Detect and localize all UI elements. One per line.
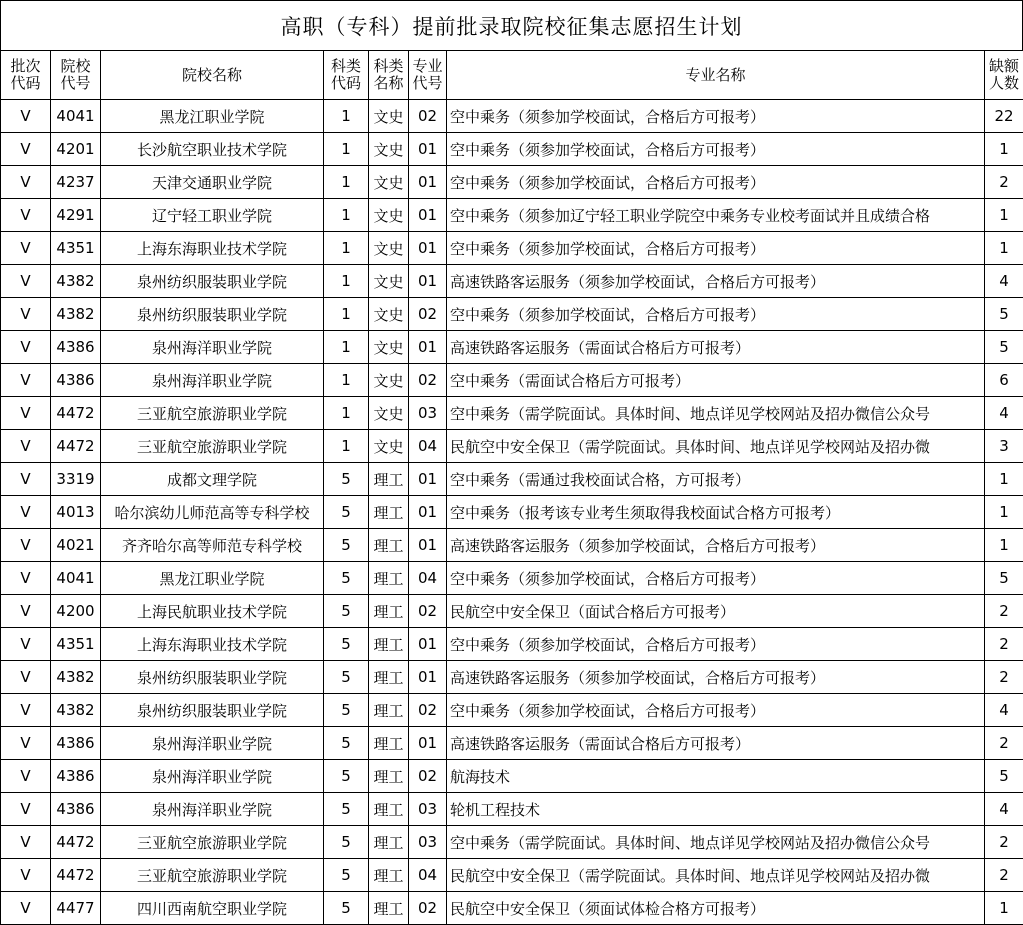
school-name-cell: 三亚航空旅游职业学院 — [101, 397, 324, 430]
table-row — [1, 859, 1023, 892]
batch-code-cell: V — [1, 892, 51, 925]
batch-code-cell: V — [1, 562, 51, 595]
vacancy-cell: 1 — [985, 892, 1023, 925]
table-row — [1, 793, 1023, 826]
major-name-cell: 高速铁路客运服务（须参加学校面试，合格后方可报考） — [447, 661, 985, 694]
school-code-cell: 4386 — [51, 364, 101, 397]
batch-code-cell: V — [1, 529, 51, 562]
school-name-cell: 泉州纺织服装职业学院 — [101, 265, 324, 298]
school-name-cell: 齐齐哈尔高等师范专科学校 — [101, 529, 324, 562]
school-name-cell: 三亚航空旅游职业学院 — [101, 826, 324, 859]
batch-code-cell: V — [1, 793, 51, 826]
header-subject-name: 科类名称 — [369, 51, 409, 100]
major-name-cell: 航海技术 — [447, 760, 985, 793]
school-code-cell: 4382 — [51, 298, 101, 331]
major-code-cell: 01 — [409, 232, 447, 265]
major-name-cell: 空中乘务（须参加学校面试，合格后方可报考） — [447, 628, 985, 661]
school-code-cell: 4351 — [51, 232, 101, 265]
admission-plan-table — [0, 50, 1023, 925]
major-name-cell: 高速铁路客运服务（须参加学校面试，合格后方可报考） — [447, 265, 985, 298]
subject-name-cell: 文史 — [369, 232, 409, 265]
school-code-cell: 4472 — [51, 397, 101, 430]
header-school-name: 院校名称 — [101, 51, 324, 100]
major-code-cell: 04 — [409, 562, 447, 595]
school-code-cell: 4351 — [51, 628, 101, 661]
header-vacancy: 缺额人数 — [985, 51, 1023, 100]
vacancy-cell: 2 — [985, 628, 1023, 661]
vacancy-cell: 1 — [985, 463, 1023, 496]
major-name-cell: 空中乘务（需通过我校面试合格，方可报考） — [447, 463, 985, 496]
major-name-cell: 高速铁路客运服务（需面试合格后方可报考） — [447, 331, 985, 364]
school-name-cell: 四川西南航空职业学院 — [101, 892, 324, 925]
table-row — [1, 529, 1023, 562]
school-code-cell: 4386 — [51, 331, 101, 364]
major-name-cell: 空中乘务（须参加学校面试，合格后方可报考） — [447, 133, 985, 166]
school-code-cell: 4041 — [51, 562, 101, 595]
header-row — [1, 51, 1023, 100]
table-row — [1, 265, 1023, 298]
major-code-cell: 01 — [409, 166, 447, 199]
school-name-cell: 哈尔滨幼儿师范高等专科学校 — [101, 496, 324, 529]
table-row — [1, 331, 1023, 364]
school-name-cell: 泉州海洋职业学院 — [101, 364, 324, 397]
subject-name-cell: 理工 — [369, 760, 409, 793]
subject-name-cell: 理工 — [369, 661, 409, 694]
major-name-cell: 高速铁路客运服务（需面试合格后方可报考） — [447, 727, 985, 760]
vacancy-cell: 2 — [985, 826, 1023, 859]
subject-name-cell: 文史 — [369, 397, 409, 430]
batch-code-cell: V — [1, 727, 51, 760]
subject-code-cell: 5 — [324, 892, 369, 925]
school-name-cell: 辽宁轻工职业学院 — [101, 199, 324, 232]
major-code-cell: 01 — [409, 661, 447, 694]
subject-name-cell: 理工 — [369, 463, 409, 496]
vacancy-cell: 4 — [985, 265, 1023, 298]
school-code-cell: 4382 — [51, 694, 101, 727]
table-row — [1, 166, 1023, 199]
table-row — [1, 760, 1023, 793]
subject-code-cell: 5 — [324, 562, 369, 595]
major-code-cell: 01 — [409, 628, 447, 661]
subject-name-cell: 理工 — [369, 727, 409, 760]
subject-name-cell: 理工 — [369, 793, 409, 826]
subject-code-cell: 5 — [324, 694, 369, 727]
subject-code-cell: 1 — [324, 331, 369, 364]
school-code-cell: 4472 — [51, 859, 101, 892]
major-code-cell: 01 — [409, 331, 447, 364]
school-code-cell: 4041 — [51, 100, 101, 133]
subject-name-cell: 文史 — [369, 331, 409, 364]
vacancy-cell: 6 — [985, 364, 1023, 397]
major-code-cell: 03 — [409, 793, 447, 826]
school-code-cell: 3319 — [51, 463, 101, 496]
vacancy-cell: 5 — [985, 298, 1023, 331]
major-name-cell: 空中乘务（报考该专业考生须取得我校面试合格方可报考） — [447, 496, 985, 529]
table-row — [1, 232, 1023, 265]
batch-code-cell: V — [1, 760, 51, 793]
table-row — [1, 826, 1023, 859]
school-name-cell: 天津交通职业学院 — [101, 166, 324, 199]
subject-code-cell: 5 — [324, 859, 369, 892]
major-name-cell: 民航空中安全保卫（面试合格后方可报考） — [447, 595, 985, 628]
major-code-cell: 02 — [409, 364, 447, 397]
vacancy-cell: 5 — [985, 760, 1023, 793]
subject-code-cell: 1 — [324, 265, 369, 298]
major-code-cell: 02 — [409, 595, 447, 628]
batch-code-cell: V — [1, 595, 51, 628]
major-name-cell: 高速铁路客运服务（须参加学校面试，合格后方可报考） — [447, 529, 985, 562]
school-code-cell: 4021 — [51, 529, 101, 562]
major-code-cell: 01 — [409, 463, 447, 496]
subject-name-cell: 文史 — [369, 265, 409, 298]
school-name-cell: 上海东海职业技术学院 — [101, 628, 324, 661]
school-name-cell: 黑龙江职业学院 — [101, 100, 324, 133]
vacancy-cell: 2 — [985, 595, 1023, 628]
batch-code-cell: V — [1, 166, 51, 199]
batch-code-cell: V — [1, 463, 51, 496]
subject-name-cell: 理工 — [369, 694, 409, 727]
school-code-cell: 4201 — [51, 133, 101, 166]
vacancy-cell: 1 — [985, 199, 1023, 232]
subject-name-cell: 文史 — [369, 133, 409, 166]
subject-code-cell: 1 — [324, 133, 369, 166]
school-name-cell: 成都文理学院 — [101, 463, 324, 496]
major-code-cell: 01 — [409, 529, 447, 562]
table-row — [1, 364, 1023, 397]
vacancy-cell: 3 — [985, 430, 1023, 463]
major-name-cell: 民航空中安全保卫（需学院面试。具体时间、地点详见学校网站及招办微 — [447, 430, 985, 463]
subject-name-cell: 文史 — [369, 199, 409, 232]
table-row — [1, 694, 1023, 727]
major-name-cell: 轮机工程技术 — [447, 793, 985, 826]
subject-code-cell: 1 — [324, 199, 369, 232]
major-name-cell: 空中乘务（须参加学校面试，合格后方可报考） — [447, 694, 985, 727]
school-code-cell: 4472 — [51, 430, 101, 463]
subject-name-cell: 理工 — [369, 529, 409, 562]
vacancy-cell: 2 — [985, 166, 1023, 199]
subject-name-cell: 文史 — [369, 100, 409, 133]
school-code-cell: 4477 — [51, 892, 101, 925]
school-code-cell: 4382 — [51, 265, 101, 298]
major-name-cell: 空中乘务（需学院面试。具体时间、地点详见学校网站及招办微信公众号 — [447, 826, 985, 859]
subject-name-cell: 理工 — [369, 595, 409, 628]
school-name-cell: 泉州纺织服装职业学院 — [101, 694, 324, 727]
subject-name-cell: 文史 — [369, 364, 409, 397]
table-row — [1, 727, 1023, 760]
table-row — [1, 298, 1023, 331]
subject-code-cell: 5 — [324, 793, 369, 826]
major-code-cell: 04 — [409, 859, 447, 892]
subject-name-cell: 理工 — [369, 562, 409, 595]
school-name-cell: 上海东海职业技术学院 — [101, 232, 324, 265]
subject-code-cell: 1 — [324, 430, 369, 463]
school-code-cell: 4291 — [51, 199, 101, 232]
school-name-cell: 三亚航空旅游职业学院 — [101, 859, 324, 892]
subject-code-cell: 5 — [324, 826, 369, 859]
major-code-cell: 01 — [409, 496, 447, 529]
major-name-cell: 空中乘务（需面试合格后方可报考） — [447, 364, 985, 397]
major-code-cell: 01 — [409, 727, 447, 760]
table-row — [1, 397, 1023, 430]
school-name-cell: 泉州纺织服装职业学院 — [101, 298, 324, 331]
vacancy-cell: 1 — [985, 529, 1023, 562]
subject-code-cell: 5 — [324, 628, 369, 661]
school-name-cell: 黑龙江职业学院 — [101, 562, 324, 595]
major-code-cell: 02 — [409, 694, 447, 727]
subject-code-cell: 1 — [324, 232, 369, 265]
vacancy-cell: 2 — [985, 661, 1023, 694]
major-name-cell: 空中乘务（需学院面试。具体时间、地点详见学校网站及招办微信公众号 — [447, 397, 985, 430]
major-code-cell: 02 — [409, 892, 447, 925]
batch-code-cell: V — [1, 298, 51, 331]
school-code-cell: 4382 — [51, 661, 101, 694]
batch-code-cell: V — [1, 661, 51, 694]
table-row — [1, 430, 1023, 463]
vacancy-cell: 2 — [985, 727, 1023, 760]
school-code-cell: 4386 — [51, 760, 101, 793]
subject-code-cell: 1 — [324, 397, 369, 430]
vacancy-cell: 4 — [985, 793, 1023, 826]
subject-code-cell: 1 — [324, 100, 369, 133]
subject-code-cell: 1 — [324, 298, 369, 331]
subject-name-cell: 理工 — [369, 859, 409, 892]
subject-name-cell: 理工 — [369, 892, 409, 925]
vacancy-cell: 4 — [985, 397, 1023, 430]
school-name-cell: 泉州海洋职业学院 — [101, 727, 324, 760]
batch-code-cell: V — [1, 397, 51, 430]
vacancy-cell: 1 — [985, 232, 1023, 265]
table-row — [1, 463, 1023, 496]
table-row — [1, 595, 1023, 628]
major-code-cell: 02 — [409, 760, 447, 793]
subject-name-cell: 理工 — [369, 826, 409, 859]
school-code-cell: 4472 — [51, 826, 101, 859]
vacancy-cell: 2 — [985, 859, 1023, 892]
table-row — [1, 562, 1023, 595]
major-code-cell: 04 — [409, 430, 447, 463]
header-batch-code: 批次代码 — [1, 51, 51, 100]
batch-code-cell: V — [1, 199, 51, 232]
batch-code-cell: V — [1, 100, 51, 133]
header-major-code: 专业代号 — [409, 51, 447, 100]
school-code-cell: 4013 — [51, 496, 101, 529]
batch-code-cell: V — [1, 628, 51, 661]
school-name-cell: 泉州海洋职业学院 — [101, 760, 324, 793]
subject-code-cell: 1 — [324, 166, 369, 199]
batch-code-cell: V — [1, 859, 51, 892]
header-subject-code: 科类代码 — [324, 51, 369, 100]
vacancy-cell: 1 — [985, 496, 1023, 529]
school-name-cell: 三亚航空旅游职业学院 — [101, 430, 324, 463]
batch-code-cell: V — [1, 232, 51, 265]
school-code-cell: 4200 — [51, 595, 101, 628]
major-code-cell: 01 — [409, 133, 447, 166]
table-row — [1, 199, 1023, 232]
subject-code-cell: 5 — [324, 529, 369, 562]
school-code-cell: 4237 — [51, 166, 101, 199]
school-code-cell: 4386 — [51, 727, 101, 760]
batch-code-cell: V — [1, 331, 51, 364]
table-row — [1, 496, 1023, 529]
major-name-cell: 民航空中安全保卫（需学院面试。具体时间、地点详见学校网站及招办微 — [447, 859, 985, 892]
major-name-cell: 空中乘务（须参加学校面试，合格后方可报考） — [447, 298, 985, 331]
school-name-cell: 泉州纺织服装职业学院 — [101, 661, 324, 694]
major-name-cell: 空中乘务（须参加学校面试，合格后方可报考） — [447, 562, 985, 595]
major-code-cell: 03 — [409, 826, 447, 859]
batch-code-cell: V — [1, 133, 51, 166]
table-row — [1, 133, 1023, 166]
major-code-cell: 01 — [409, 265, 447, 298]
major-name-cell: 民航空中安全保卫（须面试体检合格方可报考） — [447, 892, 985, 925]
subject-name-cell: 理工 — [369, 496, 409, 529]
batch-code-cell: V — [1, 826, 51, 859]
subject-name-cell: 理工 — [369, 628, 409, 661]
batch-code-cell: V — [1, 430, 51, 463]
vacancy-cell: 22 — [985, 100, 1023, 133]
table-row — [1, 892, 1023, 925]
subject-code-cell: 5 — [324, 727, 369, 760]
major-code-cell: 03 — [409, 397, 447, 430]
school-name-cell: 上海民航职业技术学院 — [101, 595, 324, 628]
table-row — [1, 100, 1023, 133]
header-major-name: 专业名称 — [447, 51, 985, 100]
subject-code-cell: 5 — [324, 661, 369, 694]
subject-name-cell: 文史 — [369, 166, 409, 199]
batch-code-cell: V — [1, 265, 51, 298]
subject-name-cell: 文史 — [369, 430, 409, 463]
school-code-cell: 4386 — [51, 793, 101, 826]
major-code-cell: 01 — [409, 199, 447, 232]
table-row — [1, 628, 1023, 661]
batch-code-cell: V — [1, 496, 51, 529]
vacancy-cell: 4 — [985, 694, 1023, 727]
major-name-cell: 空中乘务（须参加辽宁轻工职业学院空中乘务专业校考面试并且成绩合格 — [447, 199, 985, 232]
batch-code-cell: V — [1, 364, 51, 397]
school-name-cell: 泉州海洋职业学院 — [101, 793, 324, 826]
major-name-cell: 空中乘务（须参加学校面试，合格后方可报考） — [447, 232, 985, 265]
vacancy-cell: 1 — [985, 133, 1023, 166]
subject-code-cell: 5 — [324, 496, 369, 529]
batch-code-cell: V — [1, 694, 51, 727]
major-code-cell: 02 — [409, 298, 447, 331]
major-name-cell: 空中乘务（须参加学校面试，合格后方可报考） — [447, 100, 985, 133]
major-code-cell: 02 — [409, 100, 447, 133]
school-name-cell: 长沙航空职业技术学院 — [101, 133, 324, 166]
subject-code-cell: 1 — [324, 364, 369, 397]
subject-code-cell: 5 — [324, 760, 369, 793]
school-name-cell: 泉州海洋职业学院 — [101, 331, 324, 364]
major-name-cell: 空中乘务（须参加学校面试，合格后方可报考） — [447, 166, 985, 199]
table-row — [1, 661, 1023, 694]
vacancy-cell: 5 — [985, 562, 1023, 595]
header-school-code: 院校代号 — [51, 51, 101, 100]
page-title: 高职（专科）提前批录取院校征集志愿招生计划 — [0, 0, 1023, 50]
subject-code-cell: 5 — [324, 595, 369, 628]
vacancy-cell: 5 — [985, 331, 1023, 364]
subject-code-cell: 5 — [324, 463, 369, 496]
subject-name-cell: 文史 — [369, 298, 409, 331]
